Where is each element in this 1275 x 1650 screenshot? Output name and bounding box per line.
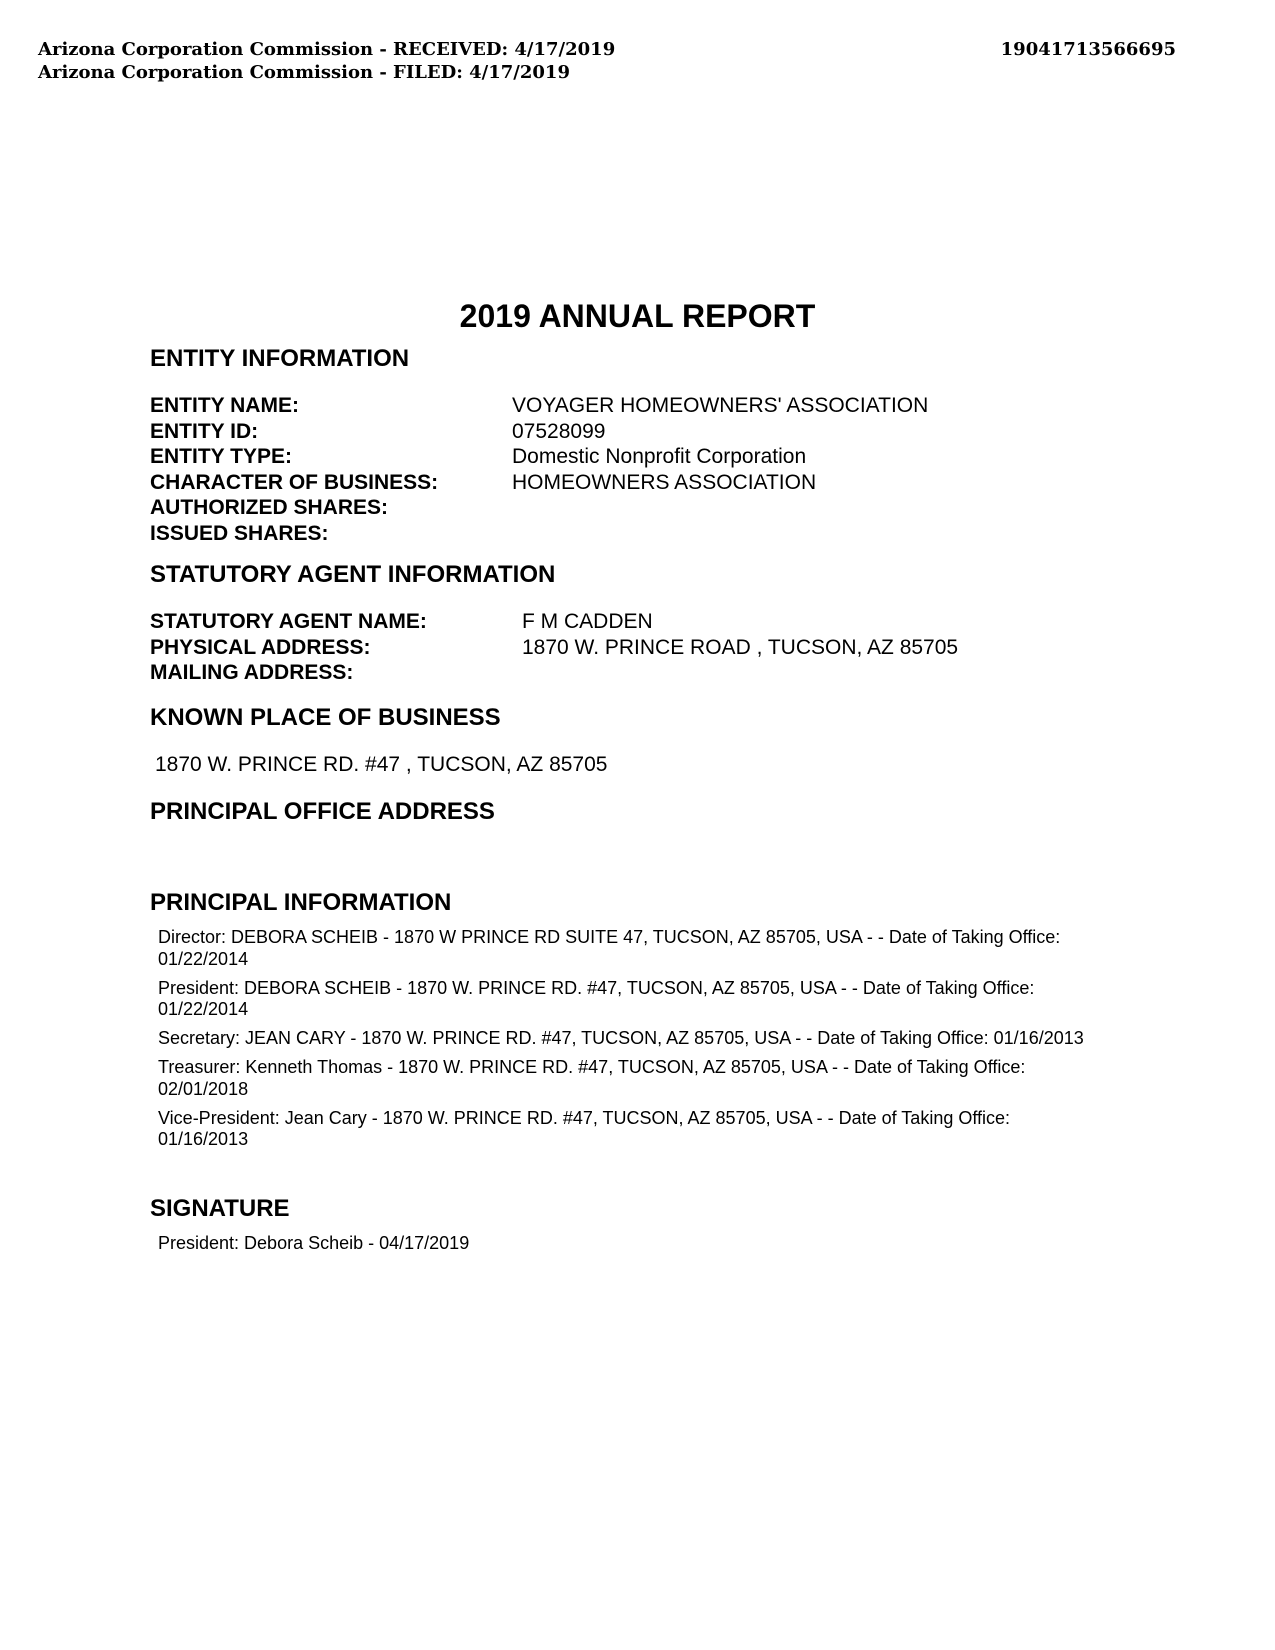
statutory-agent-table — [150, 609, 958, 686]
filing-stamp — [38, 38, 615, 84]
known-place-heading: KNOWN PLACE OF BUSINESS — [150, 704, 501, 731]
received-stamp: Arizona Corporation Commission - RECEIVED: 4/17/2019 — [38, 39, 616, 60]
character-of-business-row — [150, 470, 928, 496]
mailing-address-label: MAILING ADDRESS: — [150, 661, 354, 684]
entity-name-label: ENTITY NAME: — [150, 394, 299, 417]
entity-name-value: VOYAGER HOMEOWNERS' ASSOCIATION — [512, 394, 929, 417]
entity-type-row — [150, 444, 928, 470]
entity-id-label: ENTITY ID: — [150, 419, 259, 443]
physical-address-value: 1870 W. PRINCE ROAD , TUCSON, AZ 85705 — [522, 635, 959, 659]
agent-name-label: STATUTORY AGENT NAME: — [150, 610, 427, 633]
known-place-address: 1870 W. PRINCE RD. #47 , TUCSON, AZ 85705 — [155, 753, 608, 776]
signature-heading: SIGNATURE — [150, 1195, 290, 1222]
entity-id-row — [150, 419, 928, 445]
statutory-agent-heading: STATUTORY AGENT INFORMATION — [150, 561, 556, 588]
authorized-shares-label: AUTHORIZED SHARES: — [150, 496, 389, 519]
entity-name-row — [150, 393, 928, 419]
issued-shares-row — [150, 521, 928, 547]
report-title: 2019 ANNUAL REPORT — [459, 298, 816, 334]
principal-information-heading: PRINCIPAL INFORMATION — [150, 889, 452, 916]
principal-entry-president: President: DEBORA SCHEIB - 1870 W. PRINCE RD. #47, TUCSON, AZ 85705, USA - - Date of Taking Office: 01/22/2014 — [158, 977, 1035, 1019]
principal-office-heading: PRINCIPAL OFFICE ADDRESS — [150, 798, 495, 825]
entity-information-table — [150, 393, 928, 546]
principal-entry-secretary: Secretary: JEAN CARY - 1870 W. PRINCE RD. #47, TUCSON, AZ 85705, USA - - Date of Taking Office: 01/16/2013 — [158, 1028, 1084, 1048]
mailing-address-row — [150, 660, 958, 686]
authorized-shares-row — [150, 495, 928, 521]
principal-entry-treasurer: Treasurer: Kenneth Thomas - 1870 W. PRINCE RD. #47, TUCSON, AZ 85705, USA - - Date of Taking Office: 02/01/2018 — [158, 1057, 1026, 1099]
character-of-business-value: HOMEOWNERS ASSOCIATION — [512, 470, 817, 494]
filing-number: 19041713566695 — [1000, 39, 1176, 60]
entity-type-label: ENTITY TYPE: — [150, 445, 292, 468]
agent-name-value: F M CADDEN — [522, 610, 653, 633]
principal-list — [158, 927, 1098, 1158]
filed-stamp: Arizona Corporation Commission - FILED: 4/17/2019 — [38, 62, 570, 83]
issued-shares-label: ISSUED SHARES: — [150, 521, 329, 545]
entity-information-heading: ENTITY INFORMATION — [150, 345, 410, 372]
agent-name-row — [150, 609, 958, 635]
signature-text: President: Debora Scheib - 04/17/2019 — [158, 1233, 470, 1253]
physical-address-label: PHYSICAL ADDRESS: — [150, 635, 371, 659]
character-of-business-label: CHARACTER OF BUSINESS: — [150, 470, 439, 494]
principal-entry-director: Director: DEBORA SCHEIB - 1870 W PRINCE RD SUITE 47, TUCSON, AZ 85705, USA - - Date of Taking Office: 01/22/2014 — [158, 927, 1061, 969]
entity-id-value: 07528099 — [512, 419, 606, 443]
principal-entry-vice-president: Vice-President: Jean Cary - 1870 W. PRINCE RD. #47, TUCSON, AZ 85705, USA - - Date of Taking Office: 01/16/2013 — [158, 1107, 1011, 1149]
entity-type-value: Domestic Nonprofit Corporation — [512, 445, 807, 468]
physical-address-row — [150, 635, 958, 661]
